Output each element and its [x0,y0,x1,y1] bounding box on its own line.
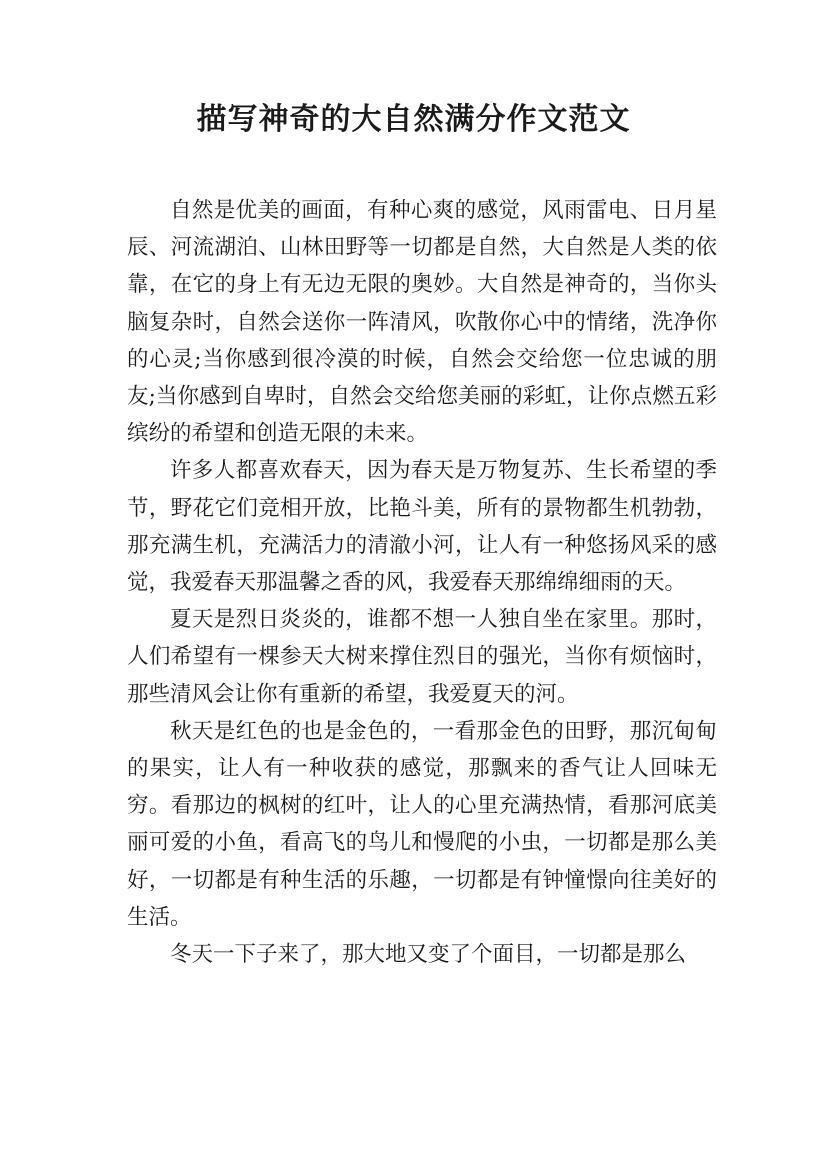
document-title: 描写神奇的大自然满分作文范文 [196,102,631,137]
paragraph-nature: 自然是优美的画面，有种心爽的感觉，风雨雷电、日月星辰、河流湖泊、山林田野等一切都是自然，大自然是人类的依靠，在它的身上有无边无限的奥妙。大自然是神奇的，当你头脑复杂时，自然会送你一阵清风，吹散你心中的情绪，洗净你的心灵;当你感到很冷漠的时候，自然会交给您一位忠诚的朋友;当你感到自卑时，自然会交给您美丽的彩虹，让你点燃五彩缤纷的希望和创造无限的未来。 [127,198,717,447]
paragraph-autumn: 秋天是红色的也是金色的，一看那金色的田野，那沉甸甸的果实，让人有一种收获的感觉，那飘来的香气让人回味无穷。看那边的枫树的红叶，让人的心里充满热情，看那河底美丽可爱的小鱼，看高飞的鸟儿和慢爬的小虫，一切都是那么美好，一切都是有种生活的乐趣，一切都是有钟憧憬向往美好的生活。 [127,718,717,930]
document-body [127,192,717,973]
paragraph-spring: 许多人都喜欢春天，因为春天是万物复苏、生长希望的季节，野花它们竞相开放，比艳斗美，所有的景物都生机勃勃，那充满生机，充满活力的清澈小河，让人有一种悠扬风采的感觉，我爱春天那温馨之香的风，我爱春天那绵绵细雨的天。 [127,458,717,596]
paragraph-summer: 夏天是烈日炎炎的，谁都不想一人独自坐在家里。那时，人们希望有一棵参天大树来撑住烈日的强光，当你有烦恼时，那些清风会让你有重新的希望，我爱夏天的河。 [127,607,717,707]
paragraph-winter: 冬天一下子来了，那大地又变了个面目，一切都是那么 [170,942,687,968]
